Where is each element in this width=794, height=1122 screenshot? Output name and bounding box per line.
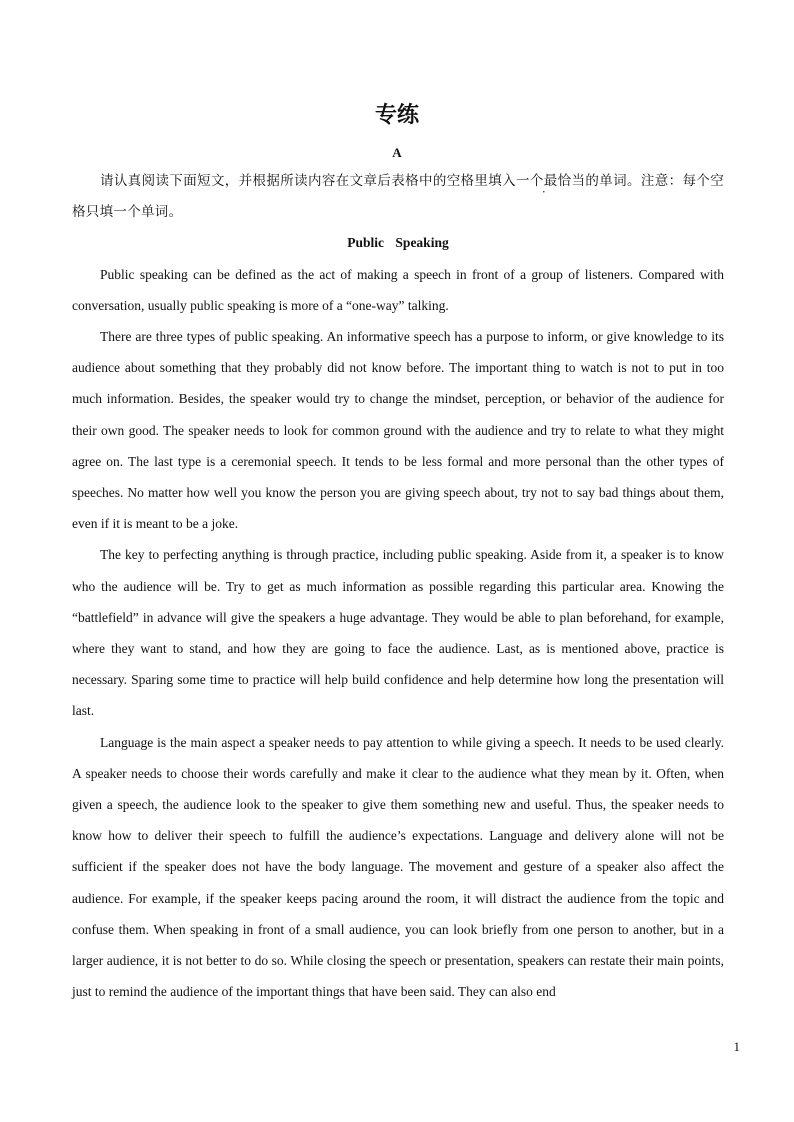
paragraph-3: The key to perfecting anything is through practice, including public speaking. Aside from it, a speaker is to know who the audience will be. Try to get as much information as possible regarding this particular area. Knowing the “battlefield” in advance will give the speakers a huge advantage. They would be able to plan beforehand, for example, where they want to stand, and how they are going to face the audience. Last, as is mentioned above, practice is necessary. Sparing some time to practice will help build confidence and help determine how long the presentation will last. xyxy=(72,547,724,719)
instruction-emphasis: 一个 xyxy=(516,173,544,188)
paragraph-4: Language is the main aspect a speaker needs to pay attention to while giving a speech. It needs to be used clearly. A speaker needs to choose their words carefully and make it clear to the audience what they mean by it. Often, when given a speech, the audience look to the speaker to give them something new and useful. Thus, the speaker needs to know how to deliver their speech to fulfill the audience’s expectations. Language and delivery alone will not be sufficient if the speaker does not have the body language. The movement and gesture of a speaker also affect the audience. For example, if the speaker keeps pacing around the room, it will distract the audience from the topic and confuse them. When speaking in front of a small audience, you can look briefly from one person to another, but in a larger audience, it is not better to do so. While closing the speech or presentation, speakers can restate their main points, just to remind the audience of the important things that have been said. They can also end xyxy=(72,734,724,1000)
instruction-after: 最恰当的单词。注意：每个空格只填一个单词。 xyxy=(72,173,725,220)
section-label: A xyxy=(392,145,402,160)
passage-title: Public Speaking xyxy=(347,235,449,251)
paragraph-1: Public speaking can be defined as the act of making a speech in front of a group of listeners. Compared with conversation, usually public speaking is more of a “one-way” talking. xyxy=(72,266,724,313)
paragraph-2: There are three types of public speaking. An informative speech has a purpose to inform, or give knowledge to its audience about something that they probably did not know before. The important thing to watch is not to put in too much information. Besides, the speaker would try to change the mindset, perception, or behavior of the audience for their own good. The speaker needs to look for common ground with the audience and try to relate to what they might agree on. The last type is a ceremonial speech. It tends to be less formal and more personal than the other types of speeches. No matter how well you know the person you are giving speech about, try not to say bad things about them, even if it is meant to be a joke. xyxy=(72,329,724,532)
page-number: 1 xyxy=(733,1039,740,1054)
page-title: 专练 xyxy=(374,102,419,127)
document-body xyxy=(72,165,724,1007)
instruction-text xyxy=(72,165,724,227)
instruction-before: 请认真阅读下面短文，并根据所读内容在文章后表格中的空格里填入 xyxy=(100,173,517,188)
